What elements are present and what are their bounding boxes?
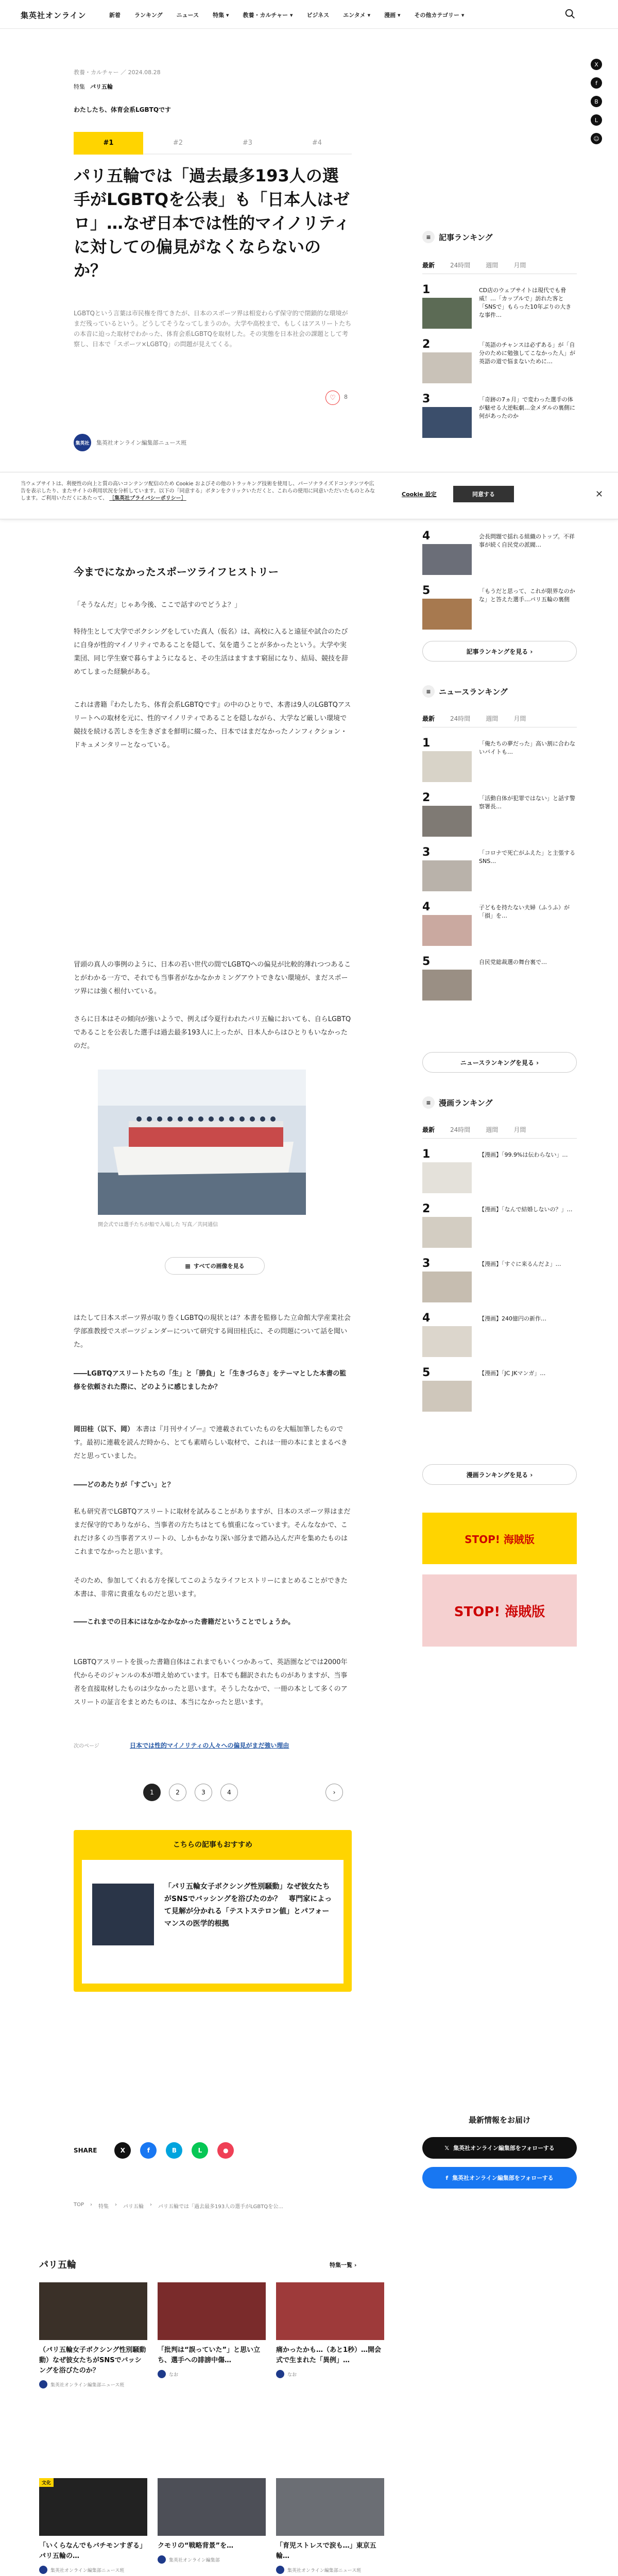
line-share-icon[interactable]: L: [591, 114, 602, 126]
news-ranking-heading: [422, 685, 508, 698]
card-image: [276, 2282, 384, 2340]
card-title: 「いくらなんでもバチモンすぎる」パリ五輪の…: [39, 2542, 147, 2560]
nav-item[interactable]: ニュース: [176, 12, 199, 19]
article-card[interactable]: [276, 2478, 384, 2574]
rank-thumbnail: [422, 1272, 472, 1302]
share-rail: [591, 59, 603, 144]
author-avatar: 集英社: [74, 434, 91, 451]
follow-x-button[interactable]: [422, 2137, 577, 2159]
page-tab[interactable]: #3: [213, 132, 282, 155]
rank-thumbnail: [422, 544, 472, 575]
body-paragraph: [74, 1423, 352, 1463]
site-header: [0, 0, 618, 29]
gallery-icon: ▦: [185, 1262, 191, 1269]
section-heading: 今までになかったスポーツライフヒストリー: [74, 566, 279, 578]
rank-text: CD店のウェブサイトは現代でも脅威！…「カップルで」訪れた客と「SNSで」もらった10年ぶりの大きな事件…: [479, 287, 572, 318]
boat-photo-illustration: [98, 1070, 306, 1215]
rank-thumbnail: [422, 1381, 472, 1412]
ranking-icon: ≡: [422, 685, 435, 698]
ranking-tab[interactable]: 最新: [422, 1126, 435, 1133]
rank-thumbnail: [422, 1326, 472, 1357]
rank-number: 1: [422, 283, 431, 296]
rank-text: 【漫画】「すぐに来るんだよ」…: [479, 1261, 561, 1267]
paris-section-title: パリ五輪: [39, 2260, 76, 2270]
ranking-tab[interactable]: 週間: [486, 262, 499, 269]
ranking-icon: ≡: [422, 231, 435, 243]
ranking-item[interactable]: [422, 338, 577, 387]
rank-text: 「コロナで死亡がふえた」と主張するSNS…: [479, 850, 575, 865]
author-row[interactable]: [74, 434, 186, 451]
heart-icon: ♡: [330, 394, 336, 402]
rank-text: 「もうだと思って、これが限界なのかな」と答えた選手…パリ五輪の裏側: [479, 588, 575, 603]
paris-section-more-link[interactable]: 特集一覧 ›: [330, 2262, 357, 2268]
pagination: [143, 1784, 238, 1801]
author-name: 集英社オンライン編集部ニュース班: [96, 439, 187, 446]
series-title[interactable]: わたしたち、体育会系LGBTQです: [74, 106, 171, 113]
rank-number: 3: [422, 1257, 431, 1270]
answer-text: 本書は『月刊サイゾー』で連載されていたものを大幅加筆したものです。最初に連載を読んだ時から、とても素晴らしい取材で、これは一冊の本にまとまるべきだと思っていました。: [74, 1426, 348, 1460]
card-badge: 文化: [39, 2478, 54, 2487]
rank-thumbnail: [422, 352, 472, 383]
site-logo[interactable]: 集英社オンライン: [21, 11, 87, 20]
rank-thumbnail: [422, 751, 472, 782]
ranking-item[interactable]: [422, 1148, 577, 1197]
breadcrumb: TOP › 特集 › パリ五輪 › パリ五輪では「過去最多193人の選手がLGBTQを公...: [74, 2202, 283, 2210]
facebook-share-icon[interactable]: f: [140, 2142, 157, 2159]
interview-question: ――LGBTQアスリートたちの「生」と「勝負」と「生きづらさ」をテーマとした本書の監修を依頼された際に、どのように感じましたか？: [74, 1370, 347, 1391]
rank-text: 自民党総裁選の舞台裏で…: [479, 959, 547, 965]
manga-ranking-more-button[interactable]: 漫画ランキングを見る ›: [422, 1464, 577, 1485]
ranking-tab[interactable]: 24時間: [450, 715, 471, 722]
ranking-icon: ≡: [422, 1096, 435, 1109]
rank-text: 子どもを持たない夫婦（ふうふ）が「損」を…: [479, 904, 570, 919]
article-ranking-title: 記事ランキング: [439, 232, 493, 242]
close-icon[interactable]: ✕: [595, 489, 604, 500]
rank-thumbnail: [422, 298, 472, 329]
card-title: 「育児ストレスで涙も…」東京五輪…: [276, 2542, 376, 2560]
rank-number: 4: [422, 1312, 431, 1325]
source-avatar: [158, 2555, 166, 2564]
source-avatar: [158, 2370, 166, 2378]
x-share-icon[interactable]: X: [114, 2142, 131, 2159]
card-title: 「批判は“誤っていた”」と思い立ち、選手への誹謗中傷…: [158, 2346, 261, 2364]
x-share-icon[interactable]: X: [591, 59, 602, 70]
rank-thumbnail: [422, 599, 472, 630]
ranking-item[interactable]: [422, 901, 577, 950]
page-tab[interactable]: #2: [143, 132, 213, 155]
ranking-tab[interactable]: 24時間: [450, 262, 471, 269]
source-avatar: [39, 2566, 47, 2574]
rank-text: 【漫画】「なんで結婚しないの？」…: [479, 1206, 573, 1213]
article-ranking-heading: [422, 231, 493, 243]
ranking-item[interactable]: [422, 1366, 577, 1416]
page-tab[interactable]: #1: [74, 132, 143, 155]
news-ranking-title: ニュースランキング: [439, 687, 508, 697]
facebook-logo-icon: f: [445, 2174, 449, 2181]
speaker-name: 岡田桂（以下、岡）: [74, 1426, 134, 1433]
ranking-item[interactable]: [422, 530, 577, 579]
article-ranking-tabs: [422, 261, 577, 274]
rank-thumbnail: [422, 970, 472, 1001]
all-images-label: すべての画像を見る: [193, 1263, 245, 1269]
ranking-item[interactable]: [422, 1312, 577, 1361]
rank-number: 3: [422, 393, 431, 405]
card-source: [158, 2370, 266, 2378]
privacy-policy-link[interactable]: ［集英社プライバシーポリシー］: [109, 496, 186, 501]
source-name: 集英社オンライン編集部ニュース班: [50, 2568, 125, 2573]
manga-ranking-tabs: [422, 1125, 577, 1139]
ranking-tab[interactable]: 月間: [513, 262, 526, 269]
next-page-link[interactable]: 日本では性的マイノリティの人々への偏見がまだ強い理由: [130, 1742, 289, 1749]
nav-item[interactable]: エンタメ ▾: [343, 12, 371, 19]
ranking-tab[interactable]: 24時間: [450, 1126, 471, 1133]
photo-caption: 開会式では選手たちが船で入場した 写真／共同通信: [98, 1222, 218, 1228]
manga-ranking-title: 漫画ランキング: [439, 1098, 493, 1108]
ranking-tab[interactable]: 最新: [422, 262, 435, 269]
recommended-thumbnail: [92, 1884, 154, 1945]
article-card[interactable]: [39, 2478, 147, 2574]
ranking-item[interactable]: [422, 846, 577, 895]
nav-item[interactable]: 漫画 ▾: [384, 12, 401, 19]
card-source: [39, 2380, 147, 2388]
category-label: 特集: [74, 83, 85, 90]
stop-piracy-banner[interactable]: [422, 1574, 577, 1647]
article-meta: 教養・カルチャー ／ 2024.08.28: [74, 69, 161, 76]
like-button[interactable]: [325, 391, 340, 405]
rank-thumbnail: [422, 806, 472, 837]
article-card[interactable]: [276, 2282, 384, 2378]
rank-number: 4: [422, 901, 431, 913]
nav-item[interactable]: 特集 ▾: [213, 12, 229, 19]
facebook-share-icon[interactable]: f: [591, 77, 602, 89]
ranking-item[interactable]: [422, 1257, 577, 1307]
cookie-text: [21, 481, 376, 502]
nav-item[interactable]: ビジネス: [306, 12, 330, 19]
ranking-item[interactable]: [422, 584, 577, 634]
ranking-item[interactable]: [422, 737, 577, 786]
page-number[interactable]: 2: [169, 1784, 186, 1801]
x-logo-icon: 𝕏: [444, 2144, 450, 2151]
source-name: 集英社オンライン編集部ニュース班: [287, 2568, 362, 2573]
source-name: なお: [287, 2372, 297, 2378]
ranking-tab[interactable]: 最新: [422, 715, 435, 722]
rank-text: 【漫画】「99.9%は伝わらない」…: [479, 1151, 568, 1158]
cookie-settings-link[interactable]: Cookie 設定: [402, 491, 437, 498]
interview-question: ――どのあたりが「すごい」と？: [74, 1481, 175, 1489]
source-avatar: [276, 2370, 284, 2378]
rank-number: 5: [422, 584, 431, 597]
share-label: SHARE: [74, 2147, 97, 2154]
article-lede: LGBTQという言葉は市民権を得てきたが、日本のスポーツ界は相変わらず保守的で閉鎖的な環境がまだ残っているという。どうしてそうなってしまうのか。大学や高校まで、もしくはアスリートたちの本音に迫った取材でわかった、体育会系LGBTQを取材した。その実態を日本社会の課題として考察し、日本で「スポーツ×LGBTQ」の問題が見えてくる。: [74, 310, 352, 348]
global-nav: [109, 11, 464, 19]
news-ranking-tabs: [422, 714, 577, 727]
body-paragraph: 特待生として大学でボクシングをしていた真人（仮名）は、高校に入ると遠征や試合のたびに自身が性的マイノリティであることを隠して、気を遣うことが多かったという。大学や実業団、同じ学生寮で暮らすようになると、その生活はますます窮屈になり、結局、競技を辞めてしまった経験がある。: [74, 628, 349, 676]
ranking-item[interactable]: [422, 283, 577, 333]
rank-text: 「奇跡の7ヵ月」で変わった選手の体が魅せる大逆転劇…金メダルの裏側に何があったのか: [479, 396, 575, 419]
category-line: [74, 82, 113, 91]
article-card[interactable]: [158, 2478, 266, 2564]
rank-thumbnail: [422, 407, 472, 438]
all-images-button[interactable]: [165, 1257, 265, 1275]
line-share-icon[interactable]: L: [192, 2142, 208, 2159]
manga-ranking-heading: [422, 1096, 493, 1109]
source-name: 集英社オンライン編集部: [169, 2557, 220, 2563]
follow-facebook-button[interactable]: [422, 2167, 577, 2189]
page-number[interactable]: 4: [220, 1784, 238, 1801]
recommended-box: [74, 1830, 352, 1992]
breadcrumb-item[interactable]: TOP: [74, 2202, 84, 2208]
ranking-item[interactable]: [422, 393, 577, 442]
next-page-label: 次のページ: [74, 1743, 99, 1749]
hatena-share-icon[interactable]: B: [166, 2142, 182, 2159]
search-icon[interactable]: [564, 8, 576, 20]
rank-thumbnail: [422, 1162, 472, 1193]
article-ranking-more-button[interactable]: 記事ランキングを見る ›: [422, 641, 577, 662]
article-headline: パリ五輪では「過去最多193人の選手がLGBTQを公表」も「日本人はゼロ」…なぜ日本では性的マイノリティに対しての偏見がなくならないのか？: [74, 166, 350, 280]
recommended-text: 「パリ五輪女子ボクシング性別騒動」なぜ彼女たちがSNSでバッシングを浴びたのか？ 専門家によって見解が分かれる「テストステロン値」とパフォーマンスの医学的根拠: [164, 1883, 332, 1928]
page-number[interactable]: 1: [143, 1784, 161, 1801]
rank-thumbnail: [422, 860, 472, 891]
rank-thumbnail: [422, 915, 472, 946]
nav-item[interactable]: その他カテゴリー ▾: [414, 12, 465, 19]
nav-item[interactable]: ランキング: [134, 12, 163, 19]
body-paragraph: 「そうなんだ」じゃあ今後、ここで話すのでどうよ？」: [74, 601, 242, 609]
rank-text: 【漫画】「JC JKマンガ」…: [479, 1370, 546, 1377]
card-image: [158, 2282, 266, 2340]
card-source: [276, 2370, 384, 2378]
card-title: （パリ五輪女子ボクシング性別騒動動）なぜ彼女たちがSNSでバッシングを浴びたのか？: [39, 2346, 146, 2375]
pocket-share-icon[interactable]: ●: [217, 2142, 234, 2159]
source-avatar: [39, 2380, 47, 2388]
rank-number: 2: [422, 1202, 431, 1215]
follow-facebook-label: 集英社オンライン編集部をフォローする: [452, 2175, 554, 2181]
ranking-tab[interactable]: 月間: [513, 715, 526, 722]
page-tab[interactable]: #4: [282, 132, 352, 155]
nav-item[interactable]: 教養・カルチャー ▾: [243, 12, 293, 19]
article-card[interactable]: [158, 2282, 266, 2378]
cookie-body: 当ウェブサイトは、利便性の向上と質の高いコンテンツ配信のため Cookie およびその他のトラッキング技術を使用し、パーソナライズドコンテンツや広告を表示したり、またサイトの利用状況を分析しています。以下の「同意する」ボタンをクリックいただくと、これらの使用に同意いただいたものとみなします。ご利用いただくにあたって、: [21, 481, 375, 501]
body-paragraph: さらに日本はその傾向が強いようで、例えば今夏行われたパリ五輪においても、自らLGBTQであることを公表した選手は過去最多193人に上ったが、日本人からはひとりもいなかったのだ。: [74, 1015, 351, 1050]
rank-text: 【漫画】240億円の新作…: [479, 1315, 546, 1322]
ranking-tab[interactable]: 週間: [486, 1126, 499, 1133]
ranking-item[interactable]: [422, 1202, 577, 1252]
news-ranking-more-button[interactable]: ニュースランキングを見る ›: [422, 1052, 577, 1073]
hatena-share-icon[interactable]: B: [591, 96, 602, 107]
rank-number: 4: [422, 530, 431, 543]
body-paragraph: LGBTQアスリートを扱った書籍自体はこれまでもいくつかあって、英語圏などでは2000年代からそのジャンルの本が増え始めています。日本でも翻訳されたものがありますが、当事者を直接取材したものは少なかったと思います。そうしたなかで、一冊の本として多くのアスリートの証言をまとめたものは、本当になかったと思います。: [74, 1658, 348, 1706]
banner-text: STOP! 海賊版: [465, 1533, 535, 1546]
body-paragraph: はたして日本スポーツ界が取り巻くLGBTQの現状とは？本書を監修した立命館大学産業社会学部准教授でスポーツジェンダーについて研究する岡田桂氏に、その問題について話を聞いた。: [74, 1314, 351, 1349]
body-paragraph: 私も研究者でLGBTQアスリートに取材を試みることがありますが、日本のスポーツ界はまだまだ保守的でありながら、当事者の方たちはとても慎重になっています。そんななかで、これだけ多くの当事者アスリートの、しかもかなり深い部分まで踏み込んだ声を集めたものはこれまでなかったと思います。: [74, 1508, 351, 1556]
body-paragraph: これは書籍『わたしたち、体育会系LGBTQです』の中のひとりで、本書は9人のLGBTQアスリートへの取材を元に、性的マイノリティであることを隠しながら、大学など厳しい環境で競技を続ける苦しさを生きざまを鮮明に綴った、日本ではまだなかったノンフィクション・ドキュメンタリーとなっている。: [74, 701, 351, 749]
rank-number: 5: [422, 955, 431, 968]
rank-number: 3: [422, 846, 431, 859]
card-image: [39, 2478, 147, 2536]
card-title: 痛かったかも…（あと1秒）…開会式で生まれた「異例」…: [276, 2346, 382, 2364]
cookie-banner: [0, 472, 618, 519]
rank-text: 「活動自体が犯罪ではない」と話す警察署長…: [479, 795, 575, 810]
body-paragraph: そのため、参加してくれる方を探してこのようなライフヒストリーにまとめることができた本書は、非常に貴重なものだと思います。: [74, 1577, 348, 1598]
article-photo[interactable]: [98, 1070, 306, 1215]
breadcrumb-item: パリ五輪では「過去最多193人の選手がLGBTQを公...: [158, 2204, 283, 2210]
rank-number: 2: [422, 791, 431, 804]
rank-number: 5: [422, 1366, 431, 1379]
bookmark-icon[interactable]: ☺: [591, 133, 602, 144]
card-title: クモリの“戦略背景”を…: [158, 2542, 234, 2550]
nav-item[interactable]: 新着: [109, 12, 121, 19]
rank-text: 会長問題で揺れる組織のトップ。不祥事が続く自民党の派閥…: [479, 533, 575, 548]
follow-title: 最新情報をお届け: [468, 2115, 530, 2125]
rank-text: 「俺たちの夢だった」高い割に合わないバイトも…: [479, 740, 575, 755]
article-card[interactable]: [39, 2282, 147, 2388]
cookie-accept-button[interactable]: 同意する: [453, 486, 514, 502]
page-number[interactable]: 3: [195, 1784, 212, 1801]
rank-number: 1: [422, 1148, 431, 1161]
page-tabs: [74, 132, 352, 155]
recommended-card[interactable]: [82, 1860, 344, 1984]
recommended-title: こちらの記事もおすすめ: [173, 1841, 253, 1849]
interview-question: ――これまでの日本にはなかなかなかった書籍だということでしょうか。: [74, 1618, 295, 1626]
source-avatar: [276, 2566, 284, 2574]
rank-number: 2: [422, 338, 431, 351]
stop-piracy-banner[interactable]: [422, 1513, 577, 1564]
source-name: なお: [169, 2372, 179, 2378]
card-source: [39, 2566, 147, 2574]
ranking-tab[interactable]: 週間: [486, 715, 499, 722]
card-image: [276, 2478, 384, 2536]
card-source: [276, 2566, 384, 2574]
breadcrumb-item[interactable]: パリ五輪: [123, 2204, 144, 2210]
ranking-item[interactable]: [422, 955, 577, 1005]
ranking-tab[interactable]: 月間: [513, 1126, 526, 1133]
body-paragraph: 冒頭の真人の事例のように、日本の若い世代の間でLGBTQへの偏見が比較的薄れつつあることがわかる一方で、それでも当事者がなかなかカミングアウトできない環境が、まだスポーツ界には強く根付いている。: [74, 961, 351, 995]
category-link[interactable]: パリ五輪: [90, 83, 113, 90]
card-source: [158, 2555, 266, 2564]
source-name: 集英社オンライン編集部ニュース班: [50, 2382, 125, 2388]
rank-thumbnail: [422, 1217, 472, 1248]
breadcrumb-item[interactable]: 特集: [98, 2204, 109, 2210]
banner-text: STOP! 海賊版: [454, 1604, 545, 1620]
card-image: [39, 2282, 147, 2340]
share-row: [74, 2142, 234, 2159]
rank-number: 1: [422, 737, 431, 750]
follow-x-label: 集英社オンライン編集部をフォローする: [453, 2145, 555, 2151]
next-page-arrow-icon[interactable]: ›: [325, 1784, 343, 1801]
ranking-item[interactable]: [422, 791, 577, 841]
card-image: [158, 2478, 266, 2536]
like-count: 8: [344, 394, 348, 400]
rank-text: 「英語のチャンスは必ずある」が「自分のために勉強してこなかった人」が英語の道で悩まないために…: [479, 342, 575, 365]
